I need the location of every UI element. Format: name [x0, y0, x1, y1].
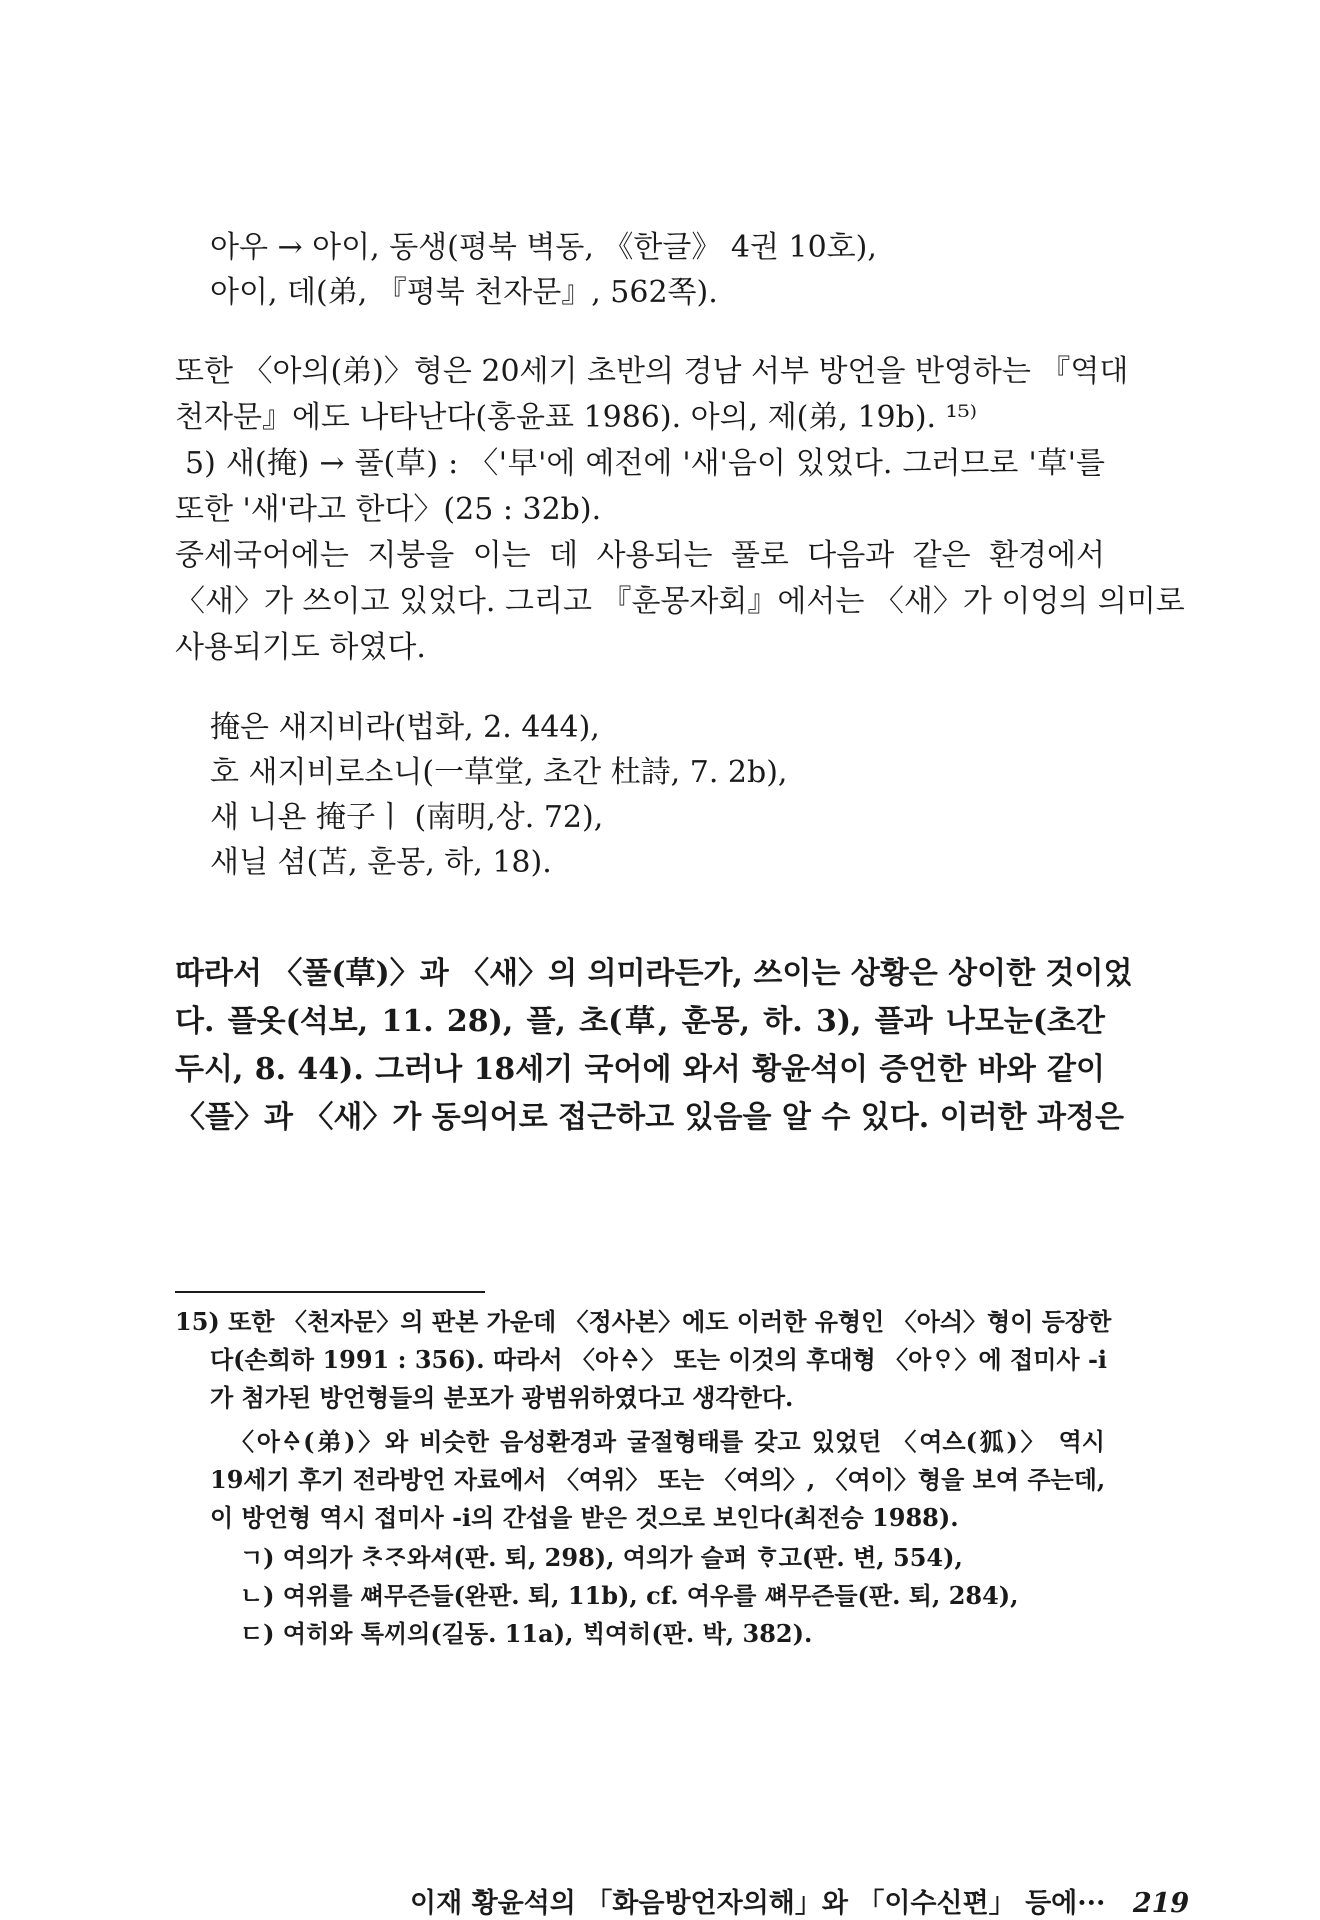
footnote-line: 19세기 후기 전라방언 자료에서 〈여위〉 또는 〈여의〉, 〈여이〉형을 보여 주는데,: [210, 1465, 1106, 1494]
entry-heading-line: 5) 새(掩) → 풀(草) : 〈'早'에 예전에 '새'음이 있었다. 그러므로 '草'를: [185, 446, 1105, 481]
example-line: 아이, 데(弟, 『평북 천자문』, 562쪽).: [210, 275, 718, 310]
example-line: 아우 → 아이, 동생(평북 벽동, 《한글》 4권 10호),: [210, 230, 877, 265]
example-line: 새닐 셤(苫, 훈몽, 하, 18).: [210, 845, 552, 880]
example-line: 掩은 새지비라(법화, 2. 444),: [210, 710, 600, 745]
footnote-rule: [175, 1291, 485, 1293]
body-text-line: 사용되기도 하였다.: [175, 630, 426, 665]
body-text-line: 중세국어에는 지붕을 이는 데 사용되는 풀로 다음과 같은 환경에서: [175, 538, 1105, 573]
body-text-line: 또한 '새'라고 한다〉(25 : 32b).: [175, 492, 602, 527]
body-text-line: 따라서 〈풀(草)〉과 〈새〉의 의미라든가, 쓰이는 상황은 상이한 것이었: [175, 956, 1133, 991]
footnote-example-line: ㄱ) 여의가 ᄎᆞᄌᆞ와셔(판. 퇴, 298), 여의가 슬퍼 ᄒᆞ고(판. 변, 554),: [240, 1543, 963, 1572]
footnote-line: 가 첨가된 방언형들의 분포가 광범위하였다고 생각한다.: [210, 1383, 794, 1412]
running-title: 이재 황윤석의 「화음방언자의해」와 「이수신편」 등에···: [410, 1888, 1106, 1919]
footnote-line: 〈아ᅀᆞ(弟)〉와 비슷한 음성환경과 굴절형태를 갖고 있었던 〈여ᅀᅳ(狐)〉 역시: [230, 1427, 1105, 1456]
running-footer: [410, 1888, 1190, 1920]
example-line: 호 새지비로소니(一草堂, 초간 杜詩, 7. 2b),: [210, 755, 788, 790]
page-number: 219: [1132, 1888, 1190, 1919]
footnote-line: 이 방언형 역시 접미사 -i의 간섭을 받은 것으로 보인다(최전승 1988).: [210, 1503, 959, 1532]
footnote-line: 15) 또한 〈천자문〉의 판본 가운데 〈정사본〉에도 이러한 유형인 〈아싀〉형이 등장한: [175, 1307, 1112, 1336]
body-text-line: 또한 〈아의(弟)〉형은 20세기 초반의 경남 서부 방언을 반영하는 『역대: [175, 354, 1129, 389]
body-text-line: 〈플〉과 〈새〉가 동의어로 접근하고 있음을 알 수 있다. 이러한 과정은: [175, 1100, 1124, 1135]
example-line: 새 니욘 掩子ㅣ (南明,상. 72),: [210, 800, 604, 835]
body-text-line: 두시, 8. 44). 그러나 18세기 국어에 와서 황윤석이 증언한 바와 같이: [175, 1052, 1105, 1087]
body-text-line: 천자문』에도 나타난다(홍윤표 1986). 아의, 제(弟, 19b). ¹⁵⁾: [175, 400, 978, 435]
body-text-line: 〈새〉가 쓰이고 있었다. 그리고 『훈몽자회』에서는 〈새〉가 이엉의 의미로: [175, 584, 1185, 619]
footnote-line: 다(손희하 1991 : 356). 따라서 〈아ᅀᆞ〉 또는 이것의 후대형 〈아ᄋᆞ〉에 접미사 -i: [210, 1345, 1108, 1374]
footnote-example-line: ㄴ) 여위를 ᄲᅧ무즌들(완판. 퇴, 11b), cf. 여우를 ᄲᅧ무즌들(판. 퇴, 284),: [240, 1581, 1019, 1610]
footnote-example-line: ㄷ) 여히와 톡ᄭᅵ의(길동. 11a), ᄇᆡᆨ여히(판. 박, 382).: [240, 1619, 813, 1648]
body-text-line: 다. 플옷(석보, 11. 28), 플, 초(草, 훈몽, 하. 3), 플과 나모눈(초간: [175, 1004, 1105, 1039]
